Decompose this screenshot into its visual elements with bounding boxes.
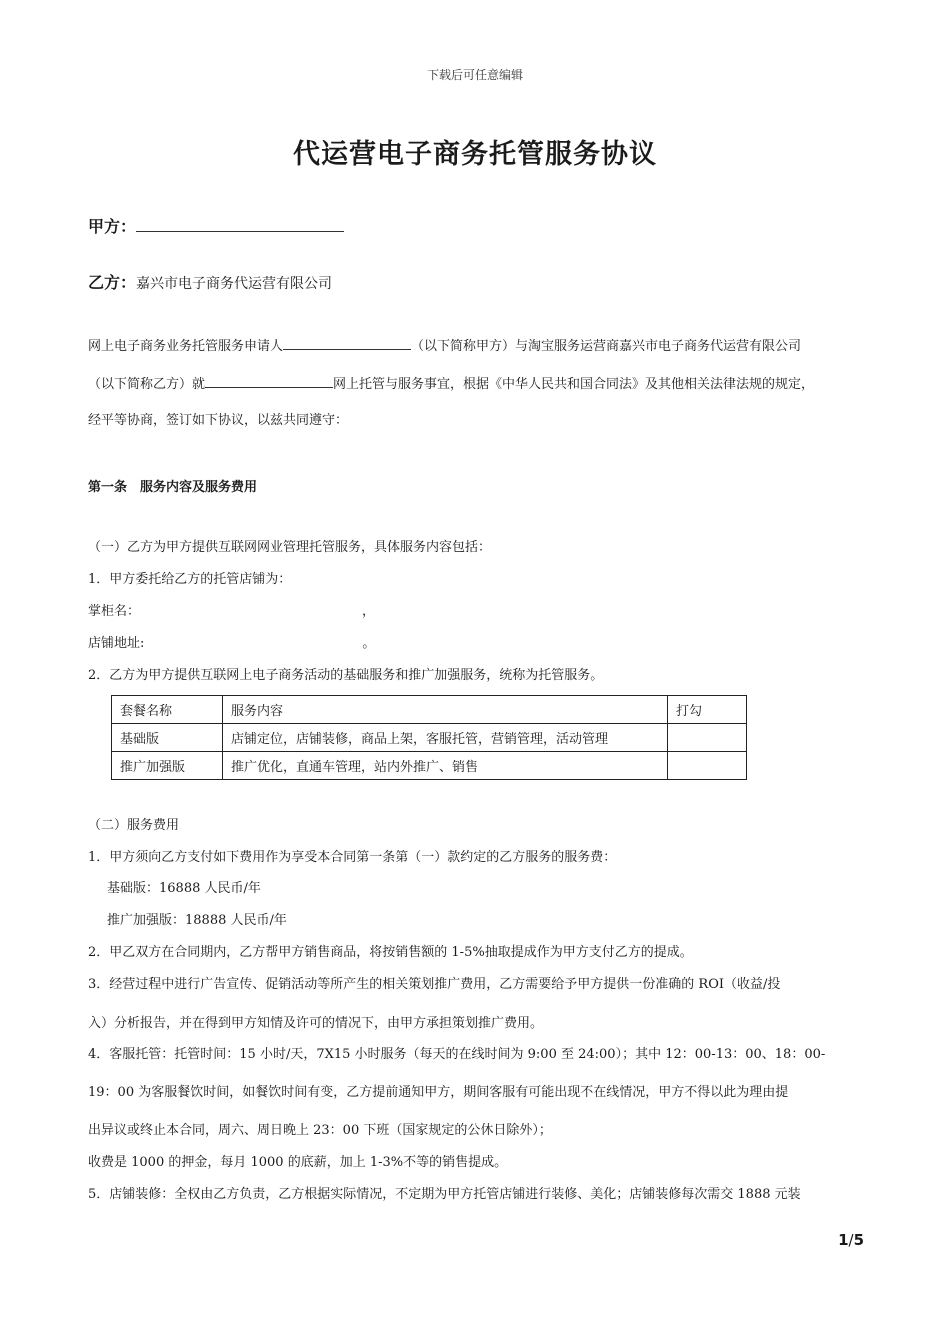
intro-line-3: 经平等协商，签订如下协议，以兹共同遵守： <box>88 413 349 428</box>
fee-item-4-line-4: 收费是 1000 的押金，每月 1000 的底薪，加上 1-3%不等的销售提成。 <box>88 1155 508 1170</box>
table-header-cell: 服务内容 <box>223 696 668 724</box>
intro-line-2 <box>88 375 814 393</box>
address-label: 店铺地址: <box>88 636 145 651</box>
shopkeeper-label: 掌柜名： <box>88 604 141 619</box>
table-row <box>112 724 747 752</box>
subject-blank <box>205 375 333 388</box>
fee-item-5: 5．店铺装修：全权由乙方负责，乙方根据实际情况，不定期为甲方托管店铺进行装修、美化；店铺装修每次需交 1888 元装 <box>88 1187 801 1202</box>
service-section-title: （一）乙方为甲方提供互联网网业管理托管服务，具体服务内容包括： <box>88 540 492 555</box>
page-header-note: 下载后可任意编辑 <box>426 68 523 82</box>
table-header-cell: 套餐名称 <box>112 696 223 724</box>
table-header-row <box>112 696 747 724</box>
party-a-label: 甲方： <box>88 217 137 236</box>
party-b-label: 乙方： <box>88 273 137 292</box>
fee-item-2: 2．甲乙双方在合同期内，乙方帮甲方销售商品，将按销售额的 1-5%抽取提成作为甲方支付乙方的提成。 <box>88 945 693 960</box>
article-1-title: 第一条 服务内容及服务费用 <box>88 480 258 495</box>
service-package-table <box>111 695 747 780</box>
address-line <box>88 636 375 652</box>
page-current: 1 <box>838 1231 849 1249</box>
intro-text: 网上电子商务业务托管服务申请人 <box>88 339 284 354</box>
intro-line-1 <box>88 337 801 355</box>
package-check-cell[interactable] <box>668 752 747 780</box>
shopkeeper-end: ， <box>362 604 376 619</box>
package-check-cell[interactable] <box>668 724 747 752</box>
package-content-cell: 推广优化，直通车管理，站内外推广、销售 <box>223 752 668 780</box>
package-name-cell: 基础版 <box>112 724 223 752</box>
package-content-cell: 店铺定位，店铺装修，商品上架，客服托管，营销管理，活动管理 <box>223 724 668 752</box>
document-title: 代运营电子商务托管服务协议 <box>293 139 657 170</box>
party-b-value: 嘉兴市电子商务代运营有限公司 <box>136 276 333 292</box>
fee-item-1: 1．甲方须向乙方支付如下费用作为享受本合同第一条第（一）款约定的乙方服务的服务费： <box>88 850 617 865</box>
fee-item-4-line-3: 出异议或终止本合同，周六、周日晚上 23：00 下班（国家规定的公休日除外）； <box>88 1123 552 1138</box>
applicant-blank <box>283 337 411 350</box>
table-header-cell: 打勾 <box>668 696 747 724</box>
party-b-line <box>88 270 332 293</box>
intro-text: （以下简称乙方）就 <box>88 377 206 392</box>
party-a-line <box>88 214 344 237</box>
fee-item-3-line-1: 3．经营过程中进行广告宣传、促销活动等所产生的相关策划推广费用，乙方需要给予甲方提供一份准确的 ROI（收益/投 <box>88 977 781 992</box>
intro-text: 网上托管与服务事宜，根据《中华人民共和国合同法》及其他相关法律法规的规定， <box>333 377 815 392</box>
intro-text: （以下简称甲方）与淘宝服务运营商嘉兴市电子商务代运营有限公司 <box>411 339 802 354</box>
service-item-2: 2．乙方为甲方提供互联网上电子商务活动的基础服务和推广加强服务，统称为托管服务。 <box>88 668 604 683</box>
party-a-blank <box>136 219 344 232</box>
table-row <box>112 752 747 780</box>
address-end: 。 <box>362 636 376 651</box>
page-total: 5 <box>853 1231 864 1249</box>
fees-section-title: （二）服务费用 <box>88 818 180 833</box>
page-number <box>838 1231 864 1249</box>
package-name-cell: 推广加强版 <box>112 752 223 780</box>
shopkeeper-line <box>88 604 375 620</box>
fee-item-3-line-2: 入）分析报告，并在得到甲方知情及许可的情况下，由甲方承担策划推广费用。 <box>88 1016 544 1031</box>
fee-plus: 推广加强版：18888 人民币/年 <box>107 913 287 928</box>
fee-basic: 基础版：16888 人民币/年 <box>107 881 261 896</box>
page-separator: / <box>848 1231 854 1249</box>
fee-item-4-line-1: 4．客服托管：托管时间：15 小时/天，7X15 小时服务（每天的在线时间为 9:00 至 24:00）；其中 12：00-13：00、18：00- <box>88 1047 826 1062</box>
service-item-1: 1．甲方委托给乙方的托管店铺为： <box>88 572 292 587</box>
fee-item-4-line-2: 19：00 为客服餐饮时间，如餐饮时间有变，乙方提前通知甲方，期间客服有可能出现不在线情况，甲方不得以此为理由提 <box>88 1085 789 1100</box>
